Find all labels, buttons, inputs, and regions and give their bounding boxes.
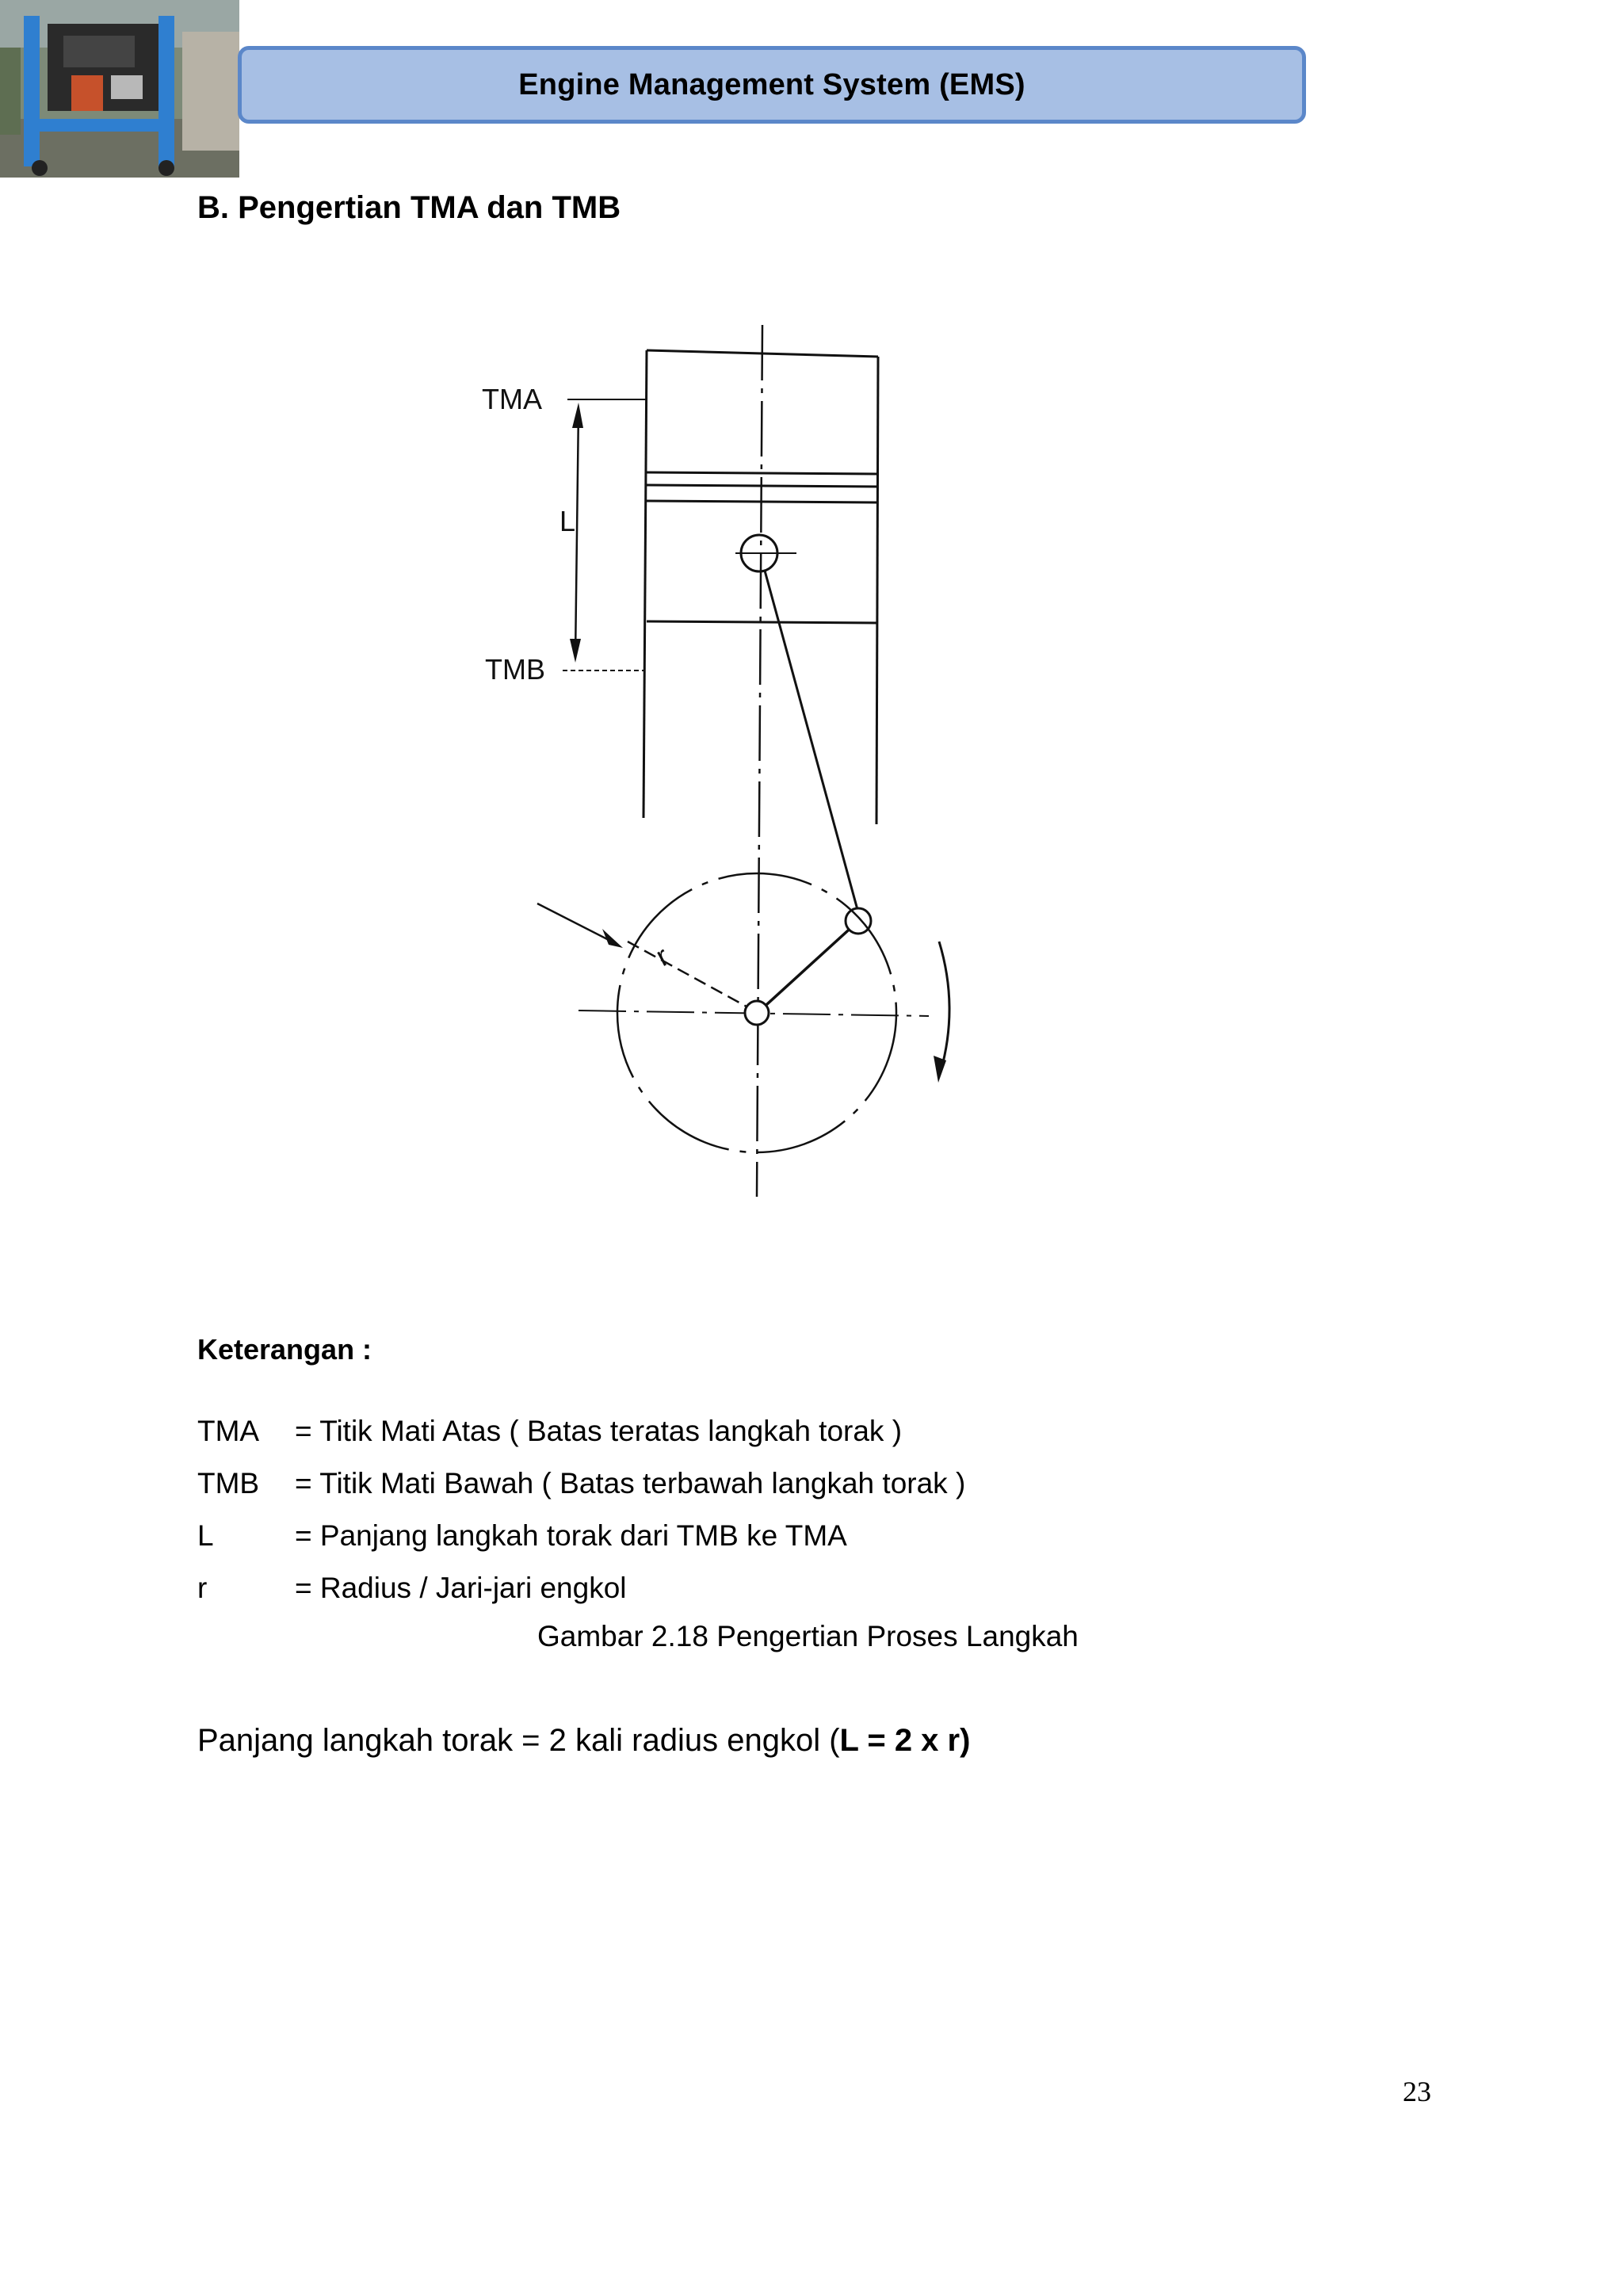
formula-text: Panjang langkah torak = 2 kali radius engkol ( (197, 1723, 840, 1758)
arrow-up-head (572, 403, 583, 428)
piston-bottom (647, 621, 878, 623)
arrow-down-head (570, 639, 581, 663)
header-title: Engine Management System (EMS) (518, 67, 1025, 101)
piston-ring-3 (647, 501, 878, 502)
legend-value: = Panjang langkah torak dari TMB ke TMA (295, 1519, 847, 1552)
cylinder-right-wall (876, 357, 878, 824)
legend-title: Keterangan : (197, 1333, 372, 1366)
piston-ring-1 (647, 472, 878, 474)
engine-stand-photo (0, 0, 239, 178)
label-tmb: TMB (485, 653, 545, 686)
legend-value: = Titik Mati Bawah ( Batas terbawah langkah torak ) (295, 1467, 966, 1499)
label-r: r (650, 939, 674, 973)
piston-ring-2 (647, 485, 878, 487)
legend-key: L (197, 1519, 214, 1552)
stroke-dimension (575, 409, 579, 658)
label-tma: TMA (482, 383, 542, 415)
radius-line (628, 942, 747, 1007)
centre-line (757, 325, 762, 1197)
legend-value: = Radius / Jari-jari engkol (295, 1572, 627, 1604)
main-journal (745, 1001, 769, 1025)
header-banner (238, 46, 1306, 124)
rotation-arc (939, 942, 949, 1072)
crank-pin (846, 908, 871, 934)
legend-key: TMB (197, 1467, 260, 1499)
page-number: 23 (1403, 2076, 1431, 2107)
formula-bold: L = 2 x r) (839, 1723, 971, 1758)
piston-crank-svg (444, 301, 999, 1213)
crank-throw (758, 923, 856, 1012)
figure-caption: Gambar 2.18 Pengertian Proses Langkah (537, 1620, 1079, 1652)
pointer-line (537, 904, 612, 942)
piston-crank-diagram (444, 301, 999, 1213)
formula-line (197, 1723, 970, 1759)
section-heading: B. Pengertian TMA dan TMB (197, 190, 621, 225)
legend-key: r (197, 1572, 208, 1604)
cylinder-left-wall (643, 350, 647, 818)
label-l: L (559, 505, 576, 537)
legend-key: TMA (197, 1415, 260, 1447)
legend-value: = Titik Mati Atas ( Batas teratas langkah torak ) (295, 1415, 903, 1447)
engine-stand-photo-graphic (0, 0, 239, 178)
